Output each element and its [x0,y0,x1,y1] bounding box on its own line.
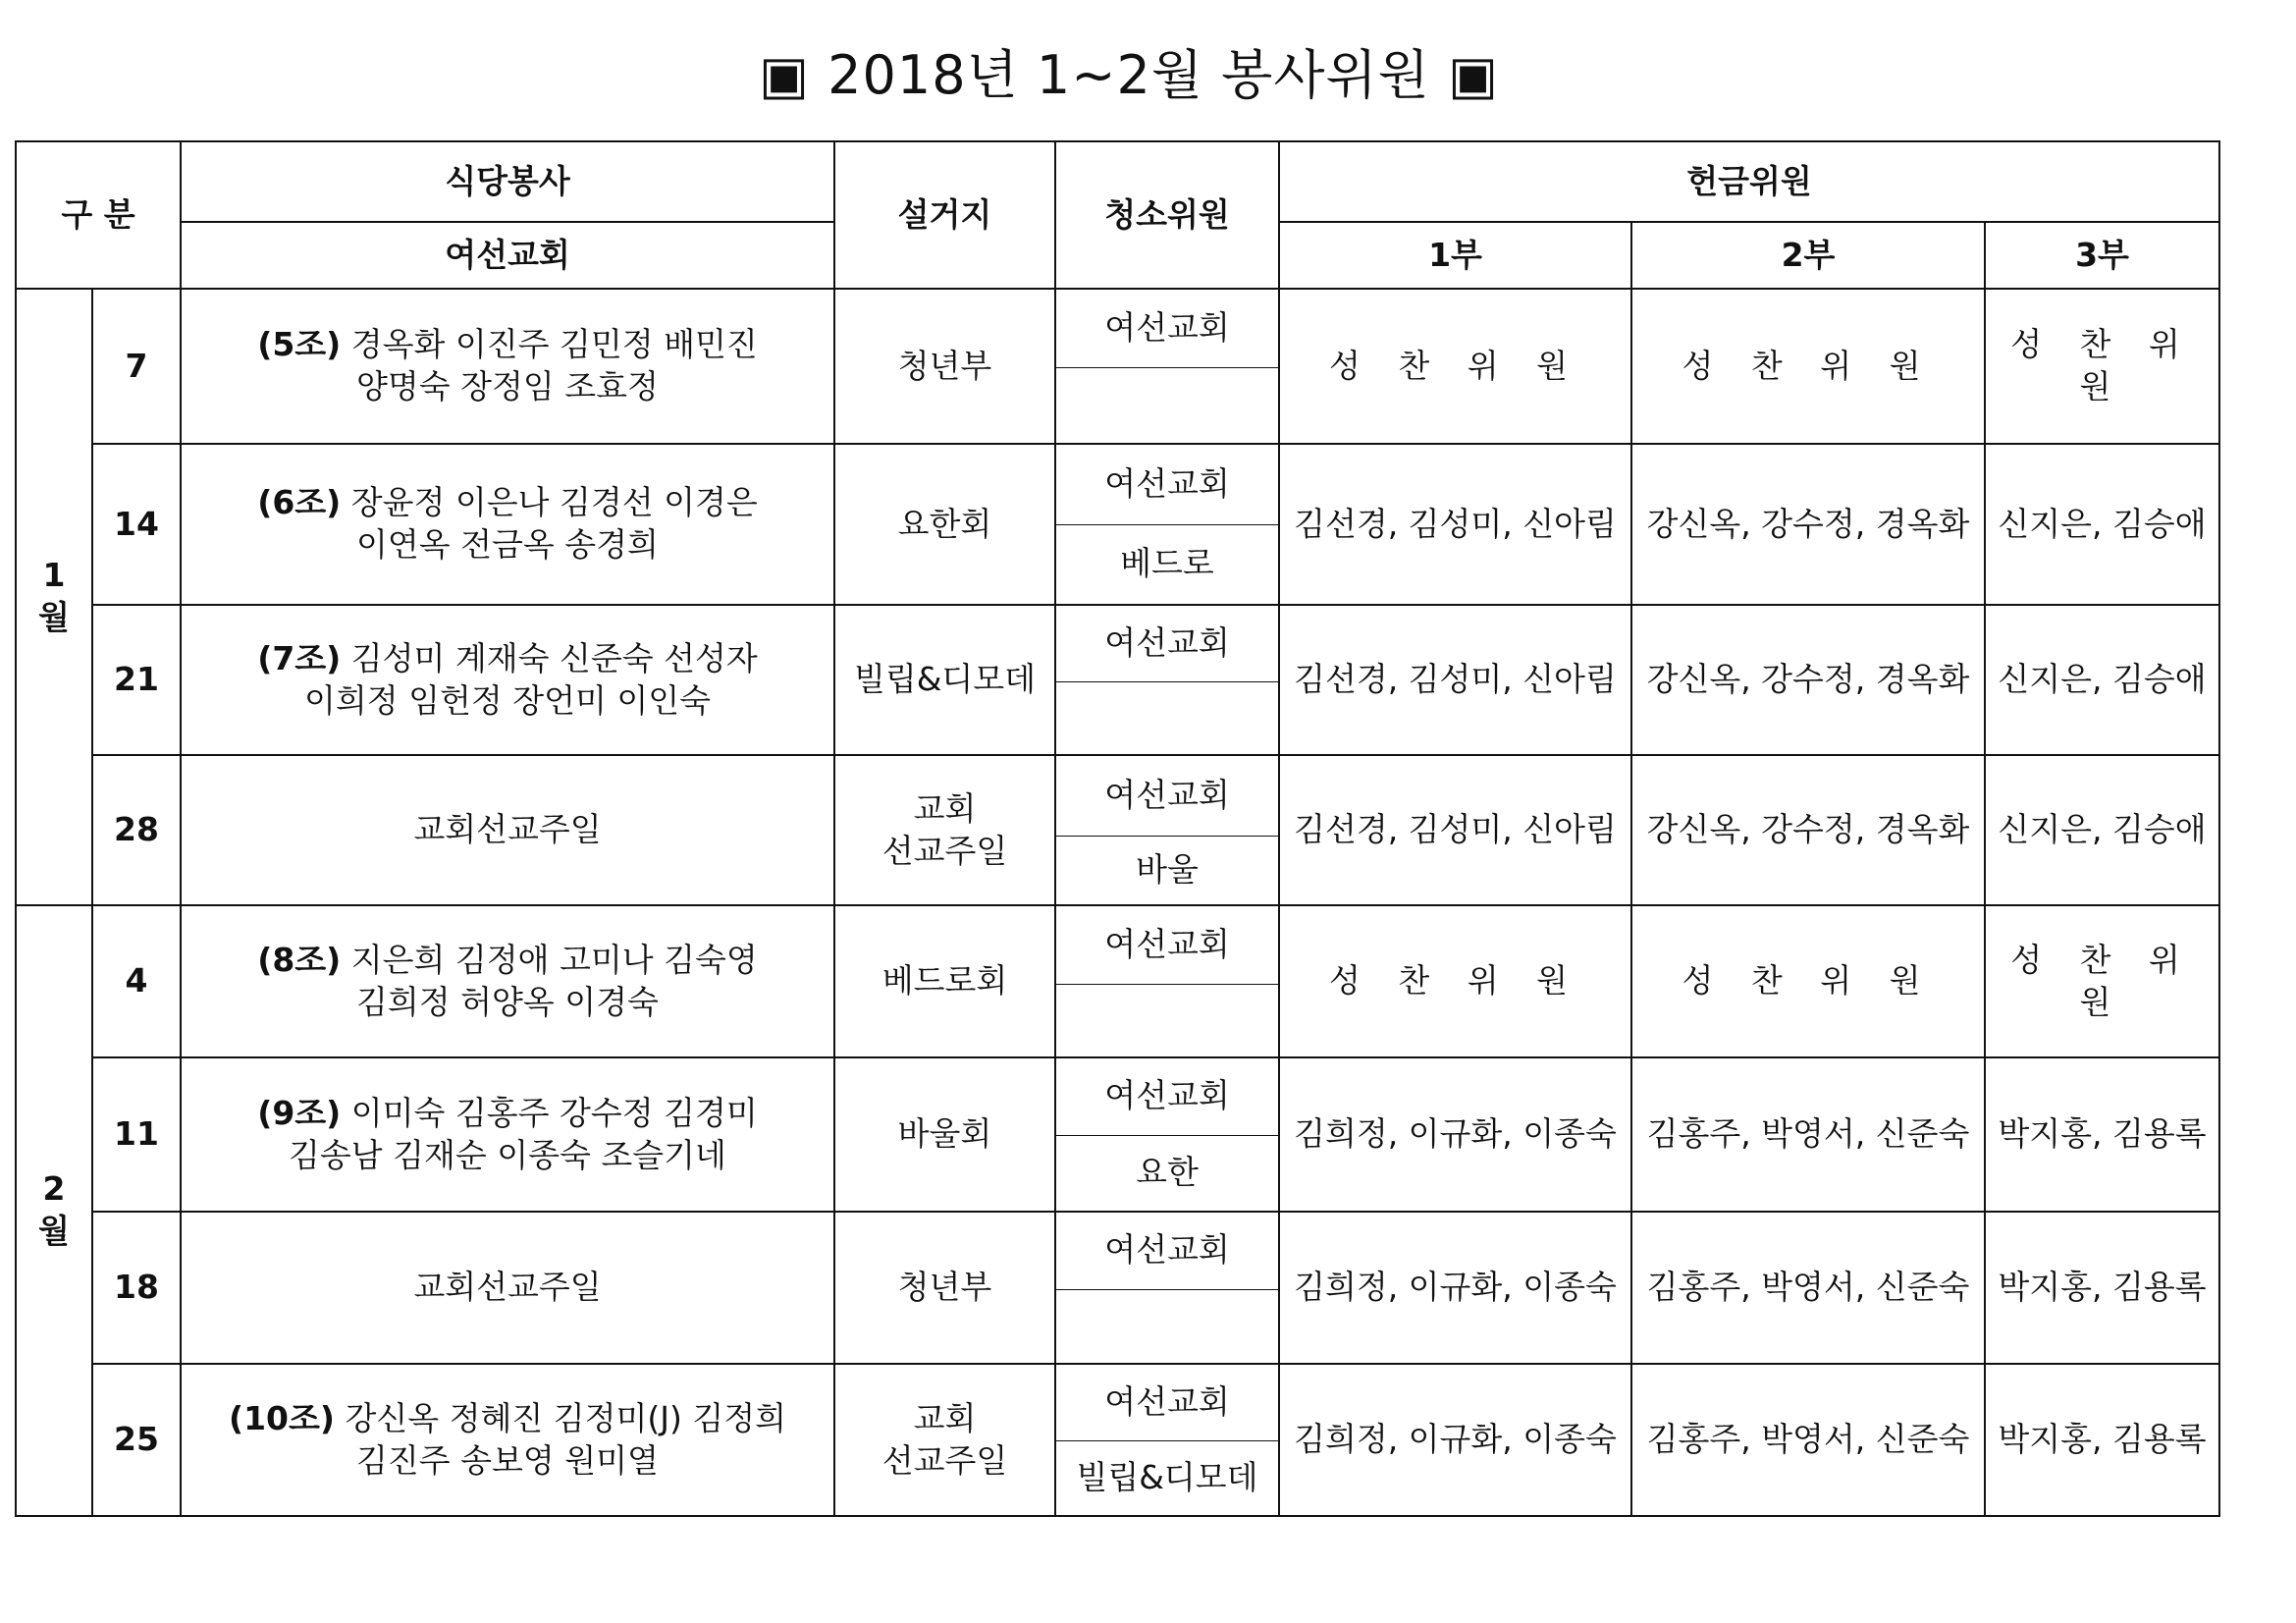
meal-subheader: 여선교회 [181,222,834,289]
week-day: 4 [92,905,181,1057]
offering-service-1: 성 찬 위 원 [1279,289,1631,444]
meal-group: (7조) [257,638,342,677]
week-day: 28 [92,755,181,905]
week-row [16,289,2219,367]
offering-service-3: 신지은, 김승애 [1985,755,2219,905]
meal-header: 식당봉사 [181,141,834,222]
offering-service-3: 신지은, 김승애 [1985,605,2219,755]
week-day: 25 [92,1364,181,1516]
dishes-duty: 빌립&디모데 [834,605,1055,755]
meal-group: (9조) [257,1093,342,1132]
month-label: 2 월 [16,905,92,1516]
offering-service-2: 강신옥, 강수정, 경옥화 [1631,605,1985,755]
offering-service-3: 박지홍, 김용록 [1985,1212,2219,1364]
cleaning-header: 청소위원 [1055,141,1279,289]
week-day: 11 [92,1057,181,1212]
dishes-duty: 청년부 [834,289,1055,444]
week-row [16,905,2219,984]
meal-names-2: 양명숙 장정임 조효정 [356,367,659,406]
cleaning-duty-2 [1055,1289,1279,1364]
offering-header: 헌금위원 [1279,141,2219,222]
meal-names-2: 이희정 임헌정 장언미 이인숙 [303,680,711,720]
meal-line-1 [182,324,833,366]
dishes-duty: 베드로회 [834,905,1055,1057]
week-day: 7 [92,289,181,444]
offering-service-2: 김홍주, 박영서, 신준숙 [1631,1212,1985,1364]
cleaning-duty-1: 여선교회 [1055,444,1279,524]
offering-service-3: 성 찬 위 원 [1985,905,2219,1057]
dishes-duty: 요한회 [834,444,1055,605]
offering-service-2: 강신옥, 강수정, 경옥화 [1631,755,1985,905]
meal-group: (10조) [229,1398,335,1437]
offering-service-2: 강신옥, 강수정, 경옥화 [1631,444,1985,605]
meal-names-1: 강신옥 정혜진 김정미(J) 김정희 [334,1398,786,1437]
week-row [16,1364,2219,1440]
schedule-table [15,140,2220,1517]
meal-names-1: 김성미 계재숙 신준숙 선성자 [341,638,758,677]
offering-service-2: 성 찬 위 원 [1631,289,1985,444]
week-day: 14 [92,444,181,605]
service3-header: 3부 [1985,222,2219,289]
meal-group: (8조) [257,940,342,979]
dishes-duty: 청년부 [834,1212,1055,1364]
meal-names-1: 교회선교주일 [413,810,602,849]
offering-service-3: 성 찬 위 원 [1985,289,2219,444]
meal-duty [181,605,834,755]
offering-service-2: 김홍주, 박영서, 신준숙 [1631,1364,1985,1516]
division-header: 구 분 [16,141,181,289]
cleaning-duty-1: 여선교회 [1055,1057,1279,1135]
offering-service-3: 박지홍, 김용록 [1985,1057,2219,1212]
week-day: 21 [92,605,181,755]
cleaning-duty-1: 여선교회 [1055,289,1279,367]
page-title: ▣ 2018년 1~2월 봉사위원 ▣ [758,44,1500,106]
offering-service-1: 김선경, 김성미, 신아림 [1279,605,1631,755]
meal-line-1 [182,482,833,524]
cleaning-duty-2 [1055,984,1279,1057]
cleaning-duty-1: 여선교회 [1055,1212,1279,1289]
meal-line-1 [182,1093,833,1135]
meal-group: (5조) [257,325,342,364]
week-row [16,1212,2219,1289]
meal-line-1 [182,638,833,680]
offering-service-2: 성 찬 위 원 [1631,905,1985,1057]
cleaning-duty-2: 빌립&디모데 [1055,1440,1279,1516]
meal-line-1 [182,1267,833,1309]
month-label: 1 월 [16,289,92,905]
cleaning-duty-1: 여선교회 [1055,605,1279,681]
offering-service-1: 김희정, 이규화, 이종숙 [1279,1057,1631,1212]
meal-duty [181,1364,834,1516]
meal-names-1: 교회선교주일 [413,1268,602,1307]
week-day: 18 [92,1212,181,1364]
meal-duty [181,755,834,905]
dishes-header: 설거지 [834,141,1055,289]
meal-group: (6조) [257,483,342,522]
dishes-duty: 바울회 [834,1057,1055,1212]
offering-service-3: 박지홍, 김용록 [1985,1364,2219,1516]
cleaning-duty-1: 여선교회 [1055,1364,1279,1440]
cleaning-duty-2 [1055,681,1279,755]
offering-service-1: 김희정, 이규화, 이종숙 [1279,1212,1631,1364]
meal-names-1: 장윤정 이은나 김경선 이경은 [341,483,758,522]
meal-line-1 [182,940,833,982]
meal-duty [181,905,834,1057]
meal-names-2: 김희정 허양옥 이경숙 [356,982,659,1021]
meal-names-1: 이미숙 김홍주 강수정 김경미 [341,1093,758,1132]
meal-duty [181,289,834,444]
week-row [16,1057,2219,1135]
meal-names-2: 김송남 김재순 이종숙 조슬기네 [289,1135,726,1174]
cleaning-duty-2 [1055,367,1279,444]
offering-service-3: 신지은, 김승애 [1985,444,2219,605]
dishes-duty: 교회 선교주일 [834,1364,1055,1516]
week-row [16,755,2219,836]
meal-line-1 [182,1398,833,1440]
meal-line-1 [182,809,833,851]
dishes-duty: 교회 선교주일 [834,755,1055,905]
meal-duty [181,1057,834,1212]
cleaning-duty-2: 요한 [1055,1135,1279,1212]
cleaning-duty-2: 베드로 [1055,524,1279,605]
meal-names-1: 경옥화 이진주 김민정 배민진 [341,325,758,364]
offering-service-1: 김선경, 김성미, 신아림 [1279,755,1631,905]
meal-names-1: 지은희 김정애 고미나 김숙영 [341,940,758,979]
week-row [16,444,2219,524]
offering-service-1: 성 찬 위 원 [1279,905,1631,1057]
service1-header: 1부 [1279,222,1631,289]
meal-duty [181,444,834,605]
offering-service-1: 김선경, 김성미, 신아림 [1279,444,1631,605]
offering-service-1: 김희정, 이규화, 이종숙 [1279,1364,1631,1516]
cleaning-duty-1: 여선교회 [1055,755,1279,836]
offering-service-2: 김홍주, 박영서, 신준숙 [1631,1057,1985,1212]
week-row [16,605,2219,681]
cleaning-duty-1: 여선교회 [1055,905,1279,984]
meal-names-2: 김진주 송보영 원미열 [356,1440,659,1480]
service2-header: 2부 [1631,222,1985,289]
meal-names-2: 이연옥 전금옥 송경희 [356,525,659,564]
meal-duty [181,1212,834,1364]
cleaning-duty-2: 바울 [1055,836,1279,905]
